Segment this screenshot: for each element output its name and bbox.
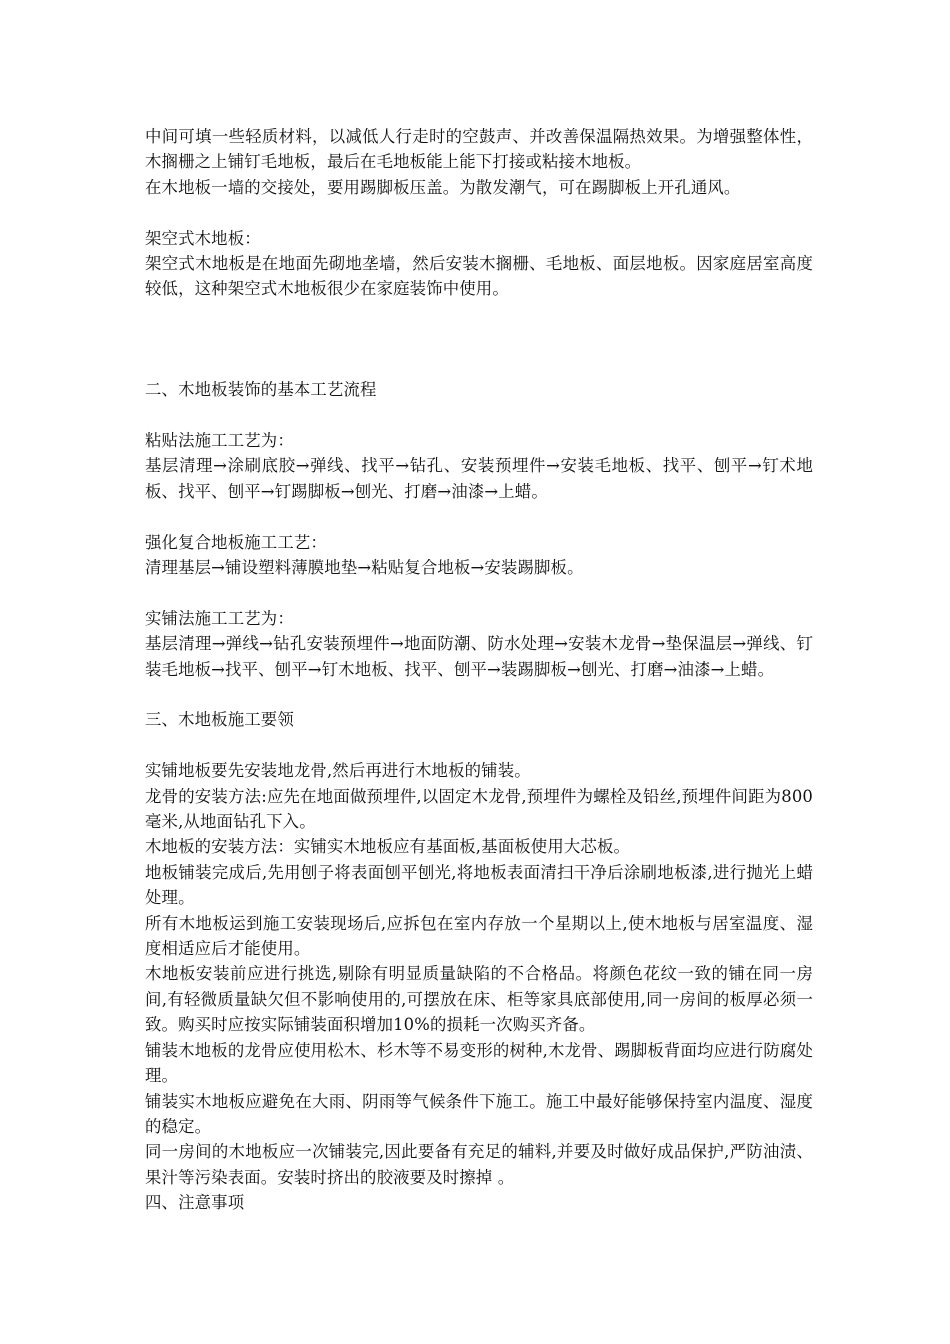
section-3-item-4: 地板铺装完成后,先用刨子将表面刨平刨光,将地板表面清扫干净后涂刷地板漆,进行抛光上蜡处理。 [145,862,813,908]
section-3-item-6: 木地板安装前应进行挑选,剔除有明显质量缺陷的不合格品。将颜色花纹一致的铺在同一房间,有轻微质量缺欠但不影响使用的,可摆放在床、柜等家具底部使用,同一房间的板厚必须一致。购买时应按实际铺装面积增加10%的损耗一次购买齐备。 [145,964,813,1035]
section-4-title: 四、注意事项 [145,1193,245,1213]
laminate-method-heading: 强化复合地板施工工艺： [145,532,327,552]
section-3-title: 三、木地板施工要领 [145,710,294,730]
adhesive-method-body: 基层清理→涂刷底胶→弹线、找平→钻孔、安装预埋件→安装毛地板、找平、刨平→钉术地板、找平、刨平→钉踢脚板→刨光、打磨→油漆→上蜡。 [145,456,813,501]
intro-paragraph-2: 在木地板一墙的交接处，要用踢脚板压盖。为散发潮气，可在踢脚板上开孔通风。 [145,177,741,197]
document-page [145,124,813,1216]
section-3-item-7: 铺装木地板的龙骨应使用松木、杉木等不易变形的树种,木龙骨、踢脚板背面均应进行防腐处理。 [145,1040,813,1086]
intro-paragraph-1: 中间可填一些轻质材料，以减低人行走时的空鼓声、并改善保温隔热效果。为增强整体性，木搁栅之上铺钉毛地板，最后在毛地板能上能下打接或粘接木地板。 [145,127,813,172]
section-3-item-8: 铺装实木地板应避免在大雨、阴雨等气候条件下施工。施工中最好能够保持室内温度、湿度的稳定。 [145,1091,813,1136]
section-3-item-5: 所有木地板运到施工安装现场后,应拆包在室内存放一个星期以上,使木地板与居室温度、湿度相适应后才能使用。 [145,913,813,959]
section-3-item-3: 木地板的安装方法：实铺实木地板应有基面板,基面板使用大芯板。 [145,837,631,857]
spacer [145,580,813,605]
spacer [145,200,813,225]
spacer [145,733,813,758]
spacer [145,504,813,529]
section-2-title: 二、木地板装饰的基本工艺流程 [145,380,377,400]
spacer [145,327,813,377]
section-3-item-2: 龙骨的安装方法:应先在地面做预埋件,以固定木龙骨,预埋件为螺栓及铅丝,预埋件间距为800毫米,从地面钻孔下入。 [145,786,813,832]
section-3-item-1: 实铺地板要先安装地龙骨,然后再进行木地板的铺装。 [145,761,531,781]
spacer [145,682,813,707]
raised-floor-heading: 架空式木地板： [145,228,261,248]
adhesive-method-heading: 粘贴法施工工艺为： [145,431,294,451]
solid-method-body: 基层清理→弹线→钻孔安装预埋件→地面防潮、防水处理→安装木龙骨→垫保温层→弹线、钉装毛地板→找平、刨平→钉木地板、找平、刨平→装踢脚板→刨光、打磨→油漆→上蜡。 [145,634,813,679]
solid-method-heading: 实铺法施工工艺为： [145,608,294,628]
section-3-item-9: 同一房间的木地板应一次铺装完,因此要备有充足的辅料,并要及时做好成品保护,严防油渍、果汁等污染表面。安装时挤出的胶液要及时擦掉 。 [145,1142,813,1187]
spacer [145,403,813,428]
laminate-method-body: 清理基层→铺设塑料薄膜地垫→粘贴复合地板→安装踢脚板。 [145,558,584,578]
spacer [145,302,813,327]
raised-floor-body: 架空式木地板是在地面先砌地垄墙，然后安装木搁栅、毛地板、面层地板。因家庭居室高度较低，这种架空式木地板很少在家庭装饰中使用。 [145,254,813,299]
